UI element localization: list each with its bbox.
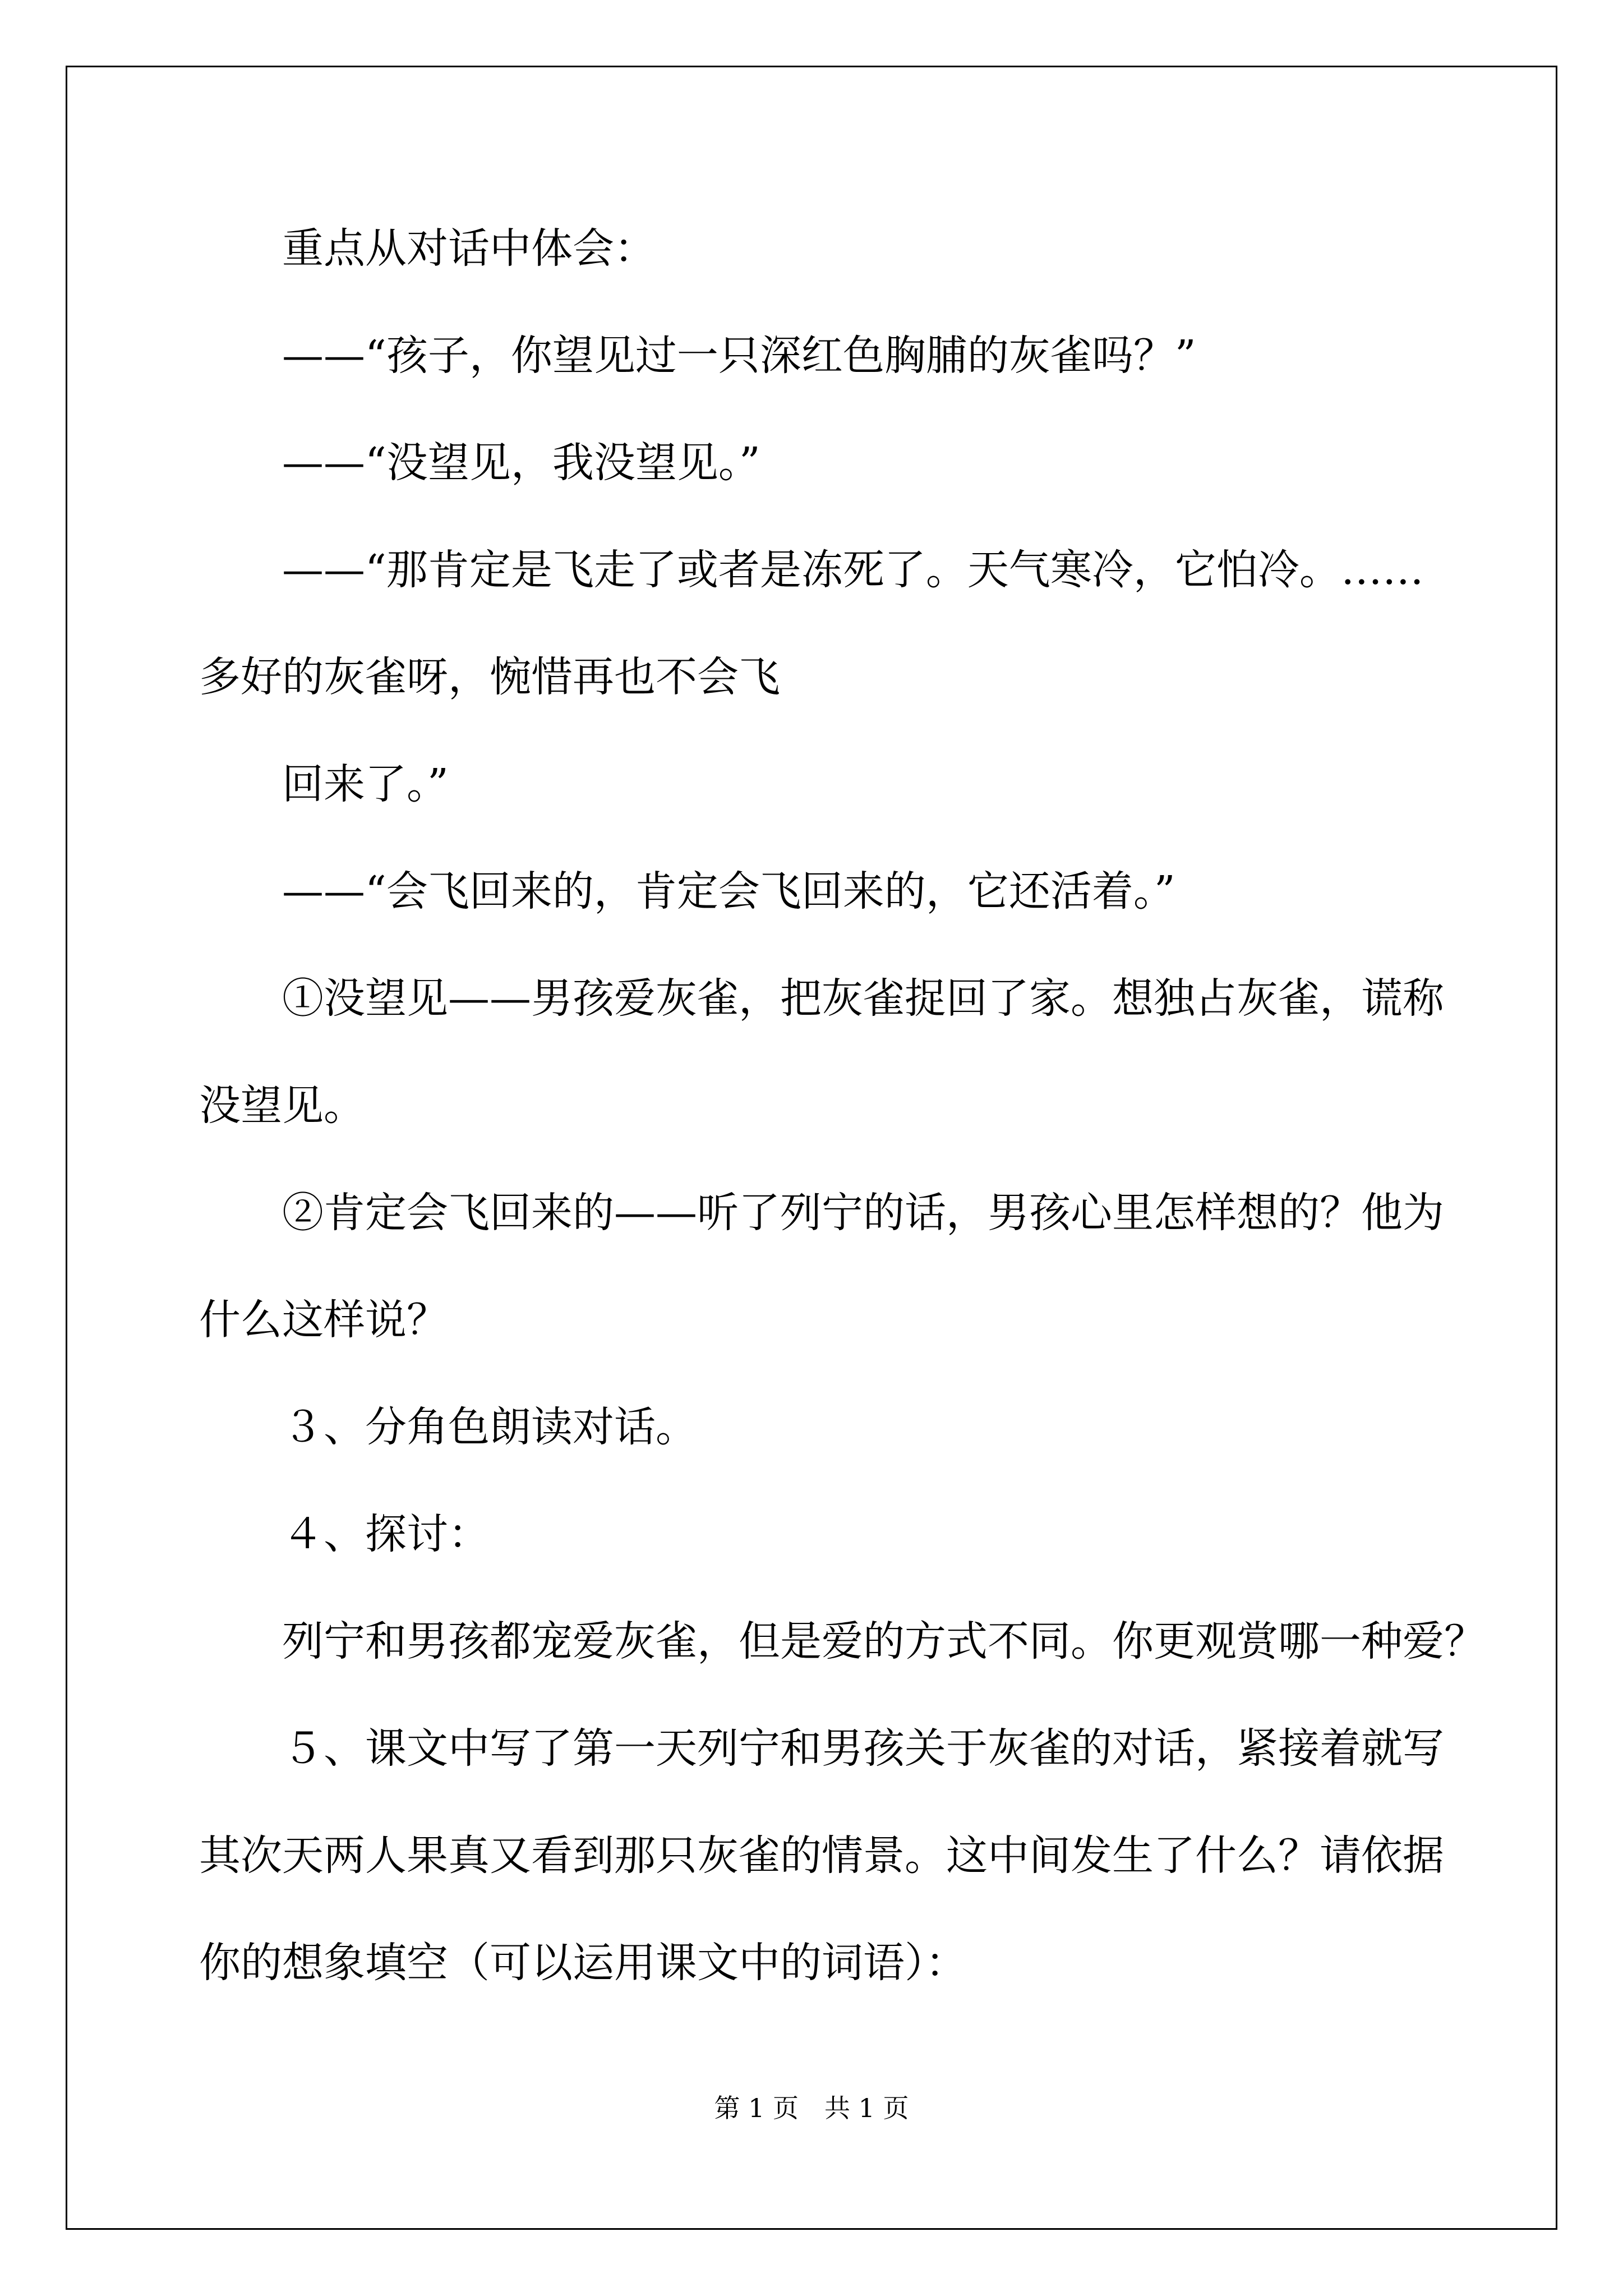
step-5-cont-2: 你的想象填空（可以运用课文中的词语）： (199, 1939, 967, 1987)
dialogue-line-3-end: 回来了。” (282, 760, 449, 808)
analysis-point-2: ②肯定会飞回来的——听了列宁的话，男孩心里怎样想的？他为 (282, 1189, 1444, 1237)
document-body (199, 222, 1486, 1990)
analysis-point-2-cont: 什么这样说？ (199, 1296, 448, 1344)
dialogue-line-3: ——“那肯定是飞走了或者是冻死了。天气寒冷，它怕冷。…… (282, 546, 1424, 594)
paragraph-intro: 重点从对话中体会： (282, 224, 656, 273)
step-5-cont-1: 其次天两人果真又看到那只灰雀的情景。这中间发生了什么？请依据 (199, 1832, 1444, 1880)
page-number: 第 1 页 (714, 2093, 799, 2123)
step-5: ５、课文中写了第一天列宁和男孩关于灰雀的对话，紧接着就写 (282, 1724, 1444, 1773)
discussion-question: 列宁和男孩都宠爱灰雀，但是爱的方式不同。你更观赏哪一种爱？ (282, 1617, 1486, 1665)
analysis-point-1: ①没望见——男孩爱灰雀，把灰雀捉回了家。想独占灰雀，谎称 (282, 974, 1444, 1023)
step-4: ４、探讨： (282, 1510, 490, 1558)
dialogue-line-4: ——“会飞回来的，肯定会飞回来的，它还活着。” (282, 867, 1175, 915)
dialogue-line-2: ——“没望见，我没望见。” (282, 439, 760, 487)
dialogue-line-3-cont: 多好的灰雀呀，惋惜再也不会飞 (199, 653, 780, 701)
page-total: 共 1 页 (824, 2093, 909, 2123)
page-footer (0, 2091, 1623, 2125)
step-3: ３、分角色朗读对话。 (282, 1403, 697, 1451)
dialogue-line-1: ——“孩子，你望见过一只深红色胸脯的灰雀吗？” (282, 332, 1196, 380)
analysis-point-1-cont: 没望见。 (199, 1082, 365, 1130)
